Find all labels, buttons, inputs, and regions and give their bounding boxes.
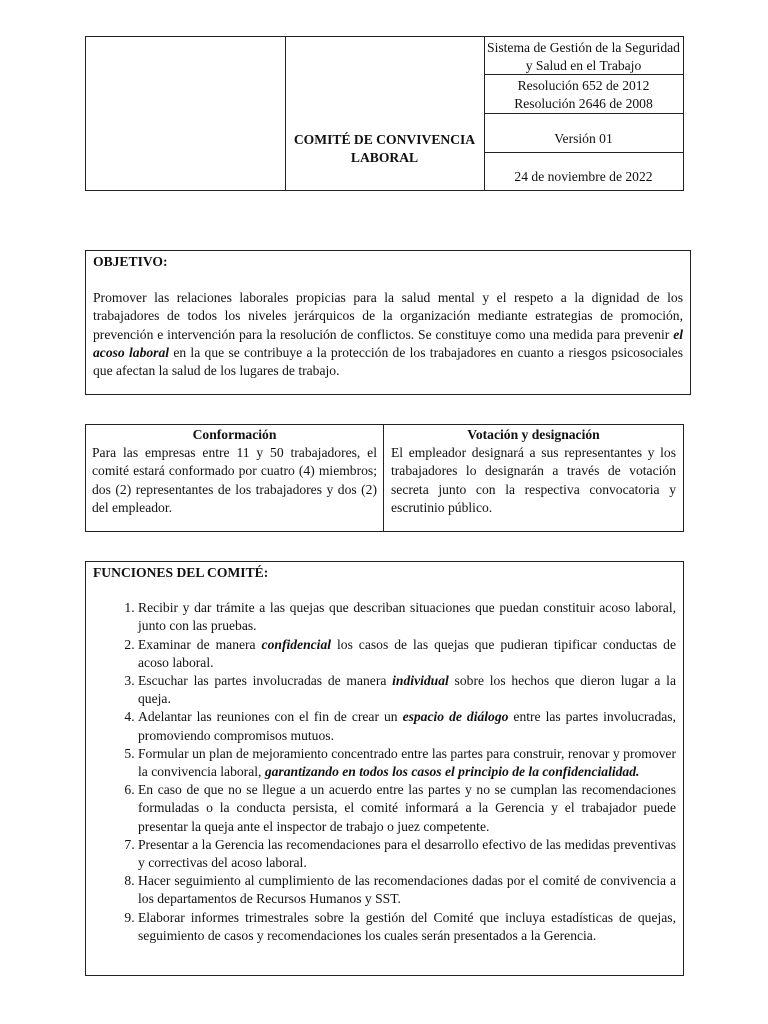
list-item: 7. Presentar a la Gerencia las recomendaciones para el desarrollo efectivo de las medidas preventivas y correctivas del acoso laboral. (138, 836, 676, 872)
funciones-heading: FUNCIONES DEL COMITÉ: (93, 565, 269, 580)
conformacion-votacion-table (85, 424, 684, 532)
list-item: 9. Elaborar informes trimestrales sobre la gestión del Comité que incluya estadísticas de quejas, seguimiento de casos y recomendaciones los cuales serán presentados a la Gerencia. (138, 909, 676, 945)
version: Versión 01 (484, 114, 683, 153)
list-item: 6. En caso de que no se llegue a un acuerdo entre las partes y no se cumplan las recomendaciones formuladas o la conducta persista, el comité informará a la Gerencia y el trabajador puede presentar la queja ante el inspector de trabajo o juez competente. (138, 781, 676, 836)
funciones-list (93, 599, 676, 945)
objetivo-section (85, 250, 691, 395)
objetivo-emphasis: el acoso laboral (93, 326, 683, 360)
objetivo-text: Promover las relaciones laborales propicias para la salud mental y el respeto a la dignidad de los trabajadores de todos los niveles jerárquicos de la organización mediante estrategias de promoción, prevención e intervención para la resolución de conflictos. Se constituye como una medida para prevenir el acoso laboral en la que se contribuye a la protección de los trabajadores en cuanto a riesgos psicosociales que afectan la salud de los lugares de trabajo. (93, 290, 683, 379)
list-item: 4. Adelantar las reuniones con el fin de crear un espacio de diálogo entre las partes involucradas, promoviendo compromisos mutuos. (138, 708, 676, 744)
resolution-2: Resolución 2646 de 2008 (514, 96, 653, 112)
conformacion-cell (86, 425, 384, 531)
resolution-1: Resolución 652 de 2012 (517, 78, 650, 93)
document-header-table (85, 36, 684, 191)
funciones-section (85, 561, 684, 976)
list-item: 8. Hacer seguimiento al cumplimiento de las recomendaciones dadas por el comité de convivencia a los departamentos de Recursos Humanos y SST. (138, 872, 676, 908)
conformacion-heading: Conformación (192, 427, 277, 442)
document-title: COMITÉ DE CONVIVENCIA LABORAL (293, 132, 476, 166)
votacion-heading: Votación y designación (467, 427, 600, 442)
metadata-cells (484, 37, 683, 190)
title-cell (285, 37, 485, 190)
list-item: 3. Escuchar las partes involucradas de manera individual sobre los hechos que dieron lugar a la queja. (138, 672, 676, 708)
logo-cell (86, 37, 286, 190)
resolutions (484, 75, 683, 114)
system-name: Sistema de Gestión de la Seguridad y Salud en el Trabajo (484, 37, 683, 75)
votacion-text: El empleador designará a sus representantes y los trabajadores lo designarán a través de votación secreta junto con la respectiva convocatoria y escrutinio público. (391, 445, 676, 515)
list-item: 2. Examinar de manera confidencial los casos de las quejas que pudieran tipificar conductas de acoso laboral. (138, 636, 676, 672)
conformacion-text: Para las empresas entre 11 y 50 trabajadores, el comité estará conformado por cuatro (4) miembros; dos (2) representantes de los trabajadores y dos (2) del empleador. (92, 445, 377, 515)
votacion-cell (384, 425, 683, 531)
list-item: 5. Formular un plan de mejoramiento concentrado entre las partes para construir, renovar y promover la convivencia laboral, garantizando en todos los casos el principio de la confidencialidad. (138, 745, 676, 781)
objetivo-heading: OBJETIVO: (93, 254, 168, 269)
document-date: 24 de noviembre de 2022 (514, 169, 653, 184)
list-item: 1. Recibir y dar trámite a las quejas que describan situaciones que puedan constituir acoso laboral, junto con las pruebas. (138, 599, 676, 635)
